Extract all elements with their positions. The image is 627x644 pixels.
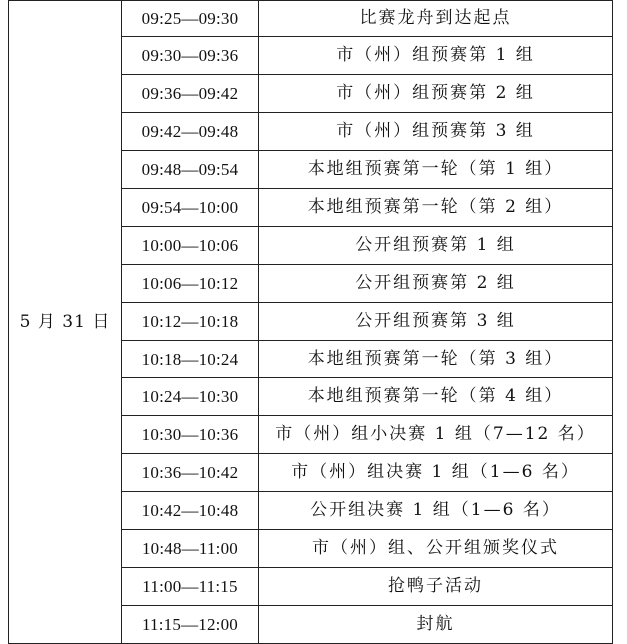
event-cell: 公开组决赛 1 组（1—6 名） xyxy=(259,492,613,530)
time-cell: 10:06—10:12 xyxy=(122,264,259,302)
event-cell: 抢鸭子活动 xyxy=(259,567,613,605)
event-cell: 市（州）组预赛第 2 组 xyxy=(259,75,613,113)
time-cell: 11:15—12:00 xyxy=(122,605,259,643)
event-cell: 本地组预赛第一轮（第 1 组） xyxy=(259,151,613,189)
event-cell: 本地组预赛第一轮（第 2 组） xyxy=(259,188,613,226)
date-cell: 5 月 31 日 xyxy=(9,1,122,644)
event-cell: 封航 xyxy=(259,605,613,643)
time-cell: 09:30—09:36 xyxy=(122,37,259,75)
event-cell: 公开组预赛第 2 组 xyxy=(259,264,613,302)
time-cell: 10:48—11:00 xyxy=(122,530,259,568)
table-row xyxy=(9,1,613,37)
event-cell: 市（州）组预赛第 3 组 xyxy=(259,113,613,151)
event-cell: 比赛龙舟到达起点 xyxy=(259,1,613,37)
time-cell: 10:42—10:48 xyxy=(122,492,259,530)
time-cell: 09:25—09:30 xyxy=(122,1,259,37)
event-cell: 公开组预赛第 1 组 xyxy=(259,226,613,264)
event-cell: 本地组预赛第一轮（第 4 组） xyxy=(259,378,613,416)
time-cell: 09:48—09:54 xyxy=(122,151,259,189)
time-cell: 11:00—11:15 xyxy=(122,567,259,605)
time-cell: 10:18—10:24 xyxy=(122,340,259,378)
time-cell: 10:24—10:30 xyxy=(122,378,259,416)
time-cell: 09:54—10:00 xyxy=(122,188,259,226)
event-cell: 市（州）组小决赛 1 组（7—12 名） xyxy=(259,416,613,454)
event-cell: 市（州）组、公开组颁奖仪式 xyxy=(259,530,613,568)
schedule-table xyxy=(8,0,613,644)
event-cell: 市（州）组决赛 1 组（1—6 名） xyxy=(259,454,613,492)
time-cell: 10:00—10:06 xyxy=(122,226,259,264)
schedule-body xyxy=(9,1,613,644)
time-cell: 09:42—09:48 xyxy=(122,113,259,151)
time-cell: 09:36—09:42 xyxy=(122,75,259,113)
time-cell: 10:36—10:42 xyxy=(122,454,259,492)
time-cell: 10:12—10:18 xyxy=(122,302,259,340)
time-cell: 10:30—10:36 xyxy=(122,416,259,454)
event-cell: 市（州）组预赛第 1 组 xyxy=(259,37,613,75)
event-cell: 公开组预赛第 3 组 xyxy=(259,302,613,340)
event-cell: 本地组预赛第一轮（第 3 组） xyxy=(259,340,613,378)
